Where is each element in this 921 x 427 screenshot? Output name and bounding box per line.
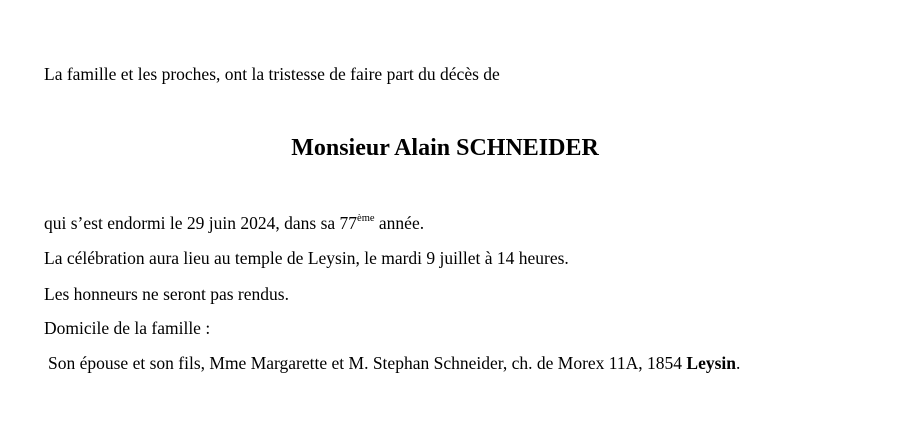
family-address-line — [48, 352, 740, 374]
ceremony-line: La célébration aura lieu au temple de Leysin, le mardi 9 juillet à 14 heures. — [44, 248, 569, 268]
family-line-end: . — [736, 353, 741, 373]
family-city: Leysin — [686, 353, 737, 373]
death-date-text: qui s’est endormi le 29 juin 2024, dans sa 77 — [44, 213, 358, 233]
honours-line: Les honneurs ne seront pas rendus. — [44, 284, 289, 304]
death-line — [44, 212, 424, 238]
domicile-label: Domicile de la famille : — [44, 318, 211, 338]
death-line-end: année. — [374, 213, 425, 233]
family-address-text: Son épouse et son fils, Mme Margarette et M. Stephan Schneider, ch. de Morex 11A, 1854 — [48, 353, 687, 373]
ordinal-suffix: ème — [357, 213, 375, 224]
intro-text: La famille et les proches, ont la tristesse de faire part du décès de — [44, 64, 500, 84]
deceased-name: Monsieur Alain SCHNEIDER — [291, 135, 599, 161]
